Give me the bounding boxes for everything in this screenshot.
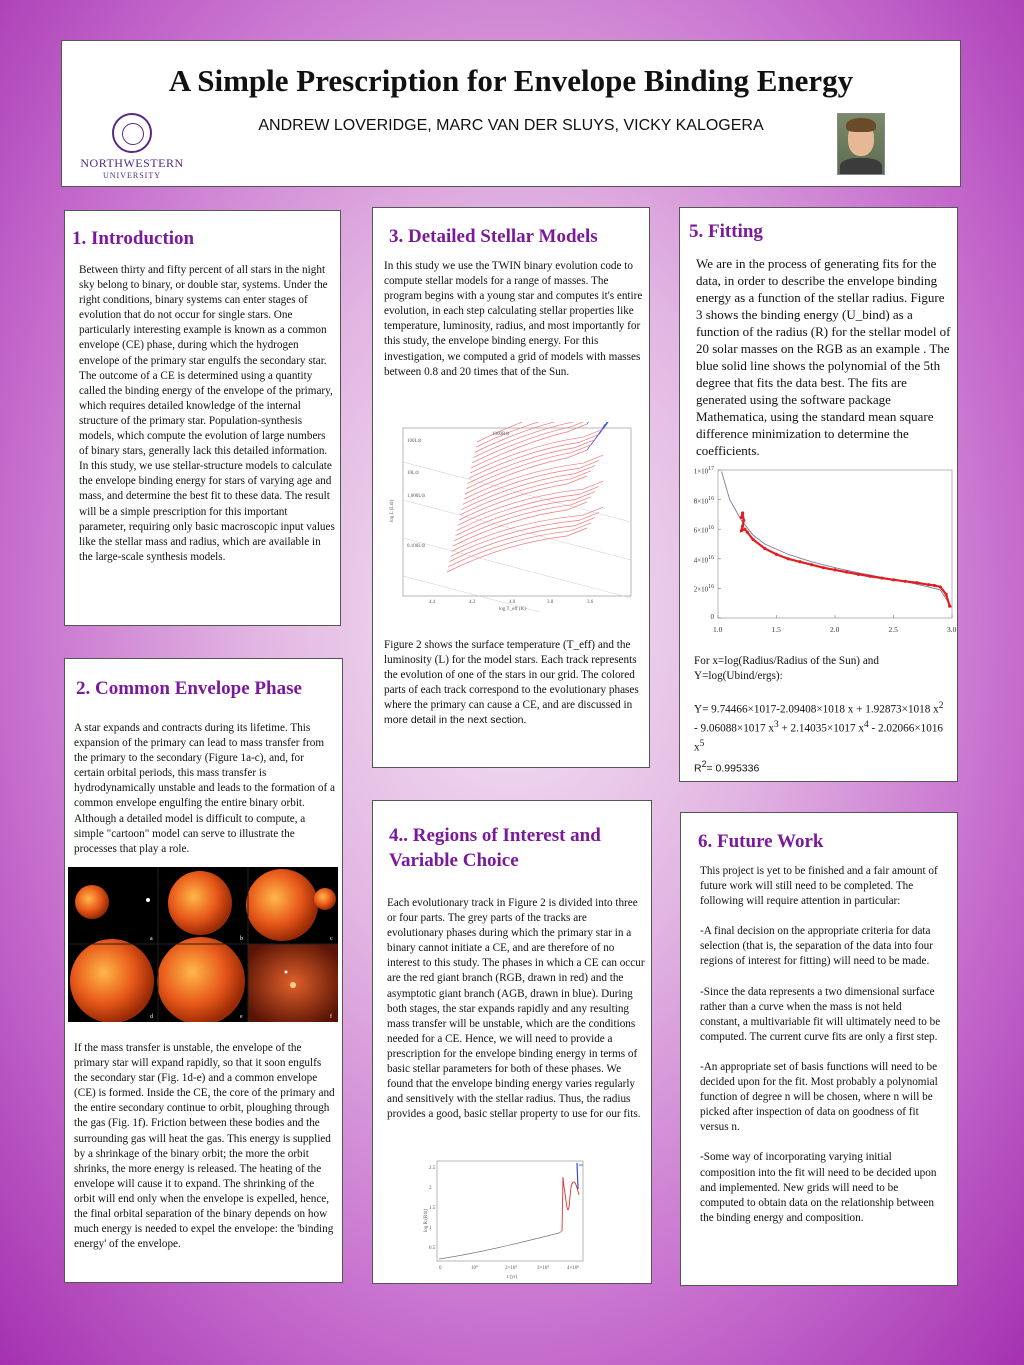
stellar-models-panel: [372, 207, 650, 768]
future-work-item-2: -Since the data represents a two dimensional surface rather than a curve when the mass is not held constant, a multivariable fit will ultimately need to be computed. The current curve fits are only a first step.: [700, 985, 941, 1043]
hr-radius-line: [403, 538, 631, 598]
plot-y-tick: 2.5: [429, 1166, 436, 1171]
fit-polynomial-line: [722, 471, 952, 607]
stellar-models-text: In this study we use the TWIN binary evolution code to compute stellar models for a range of masses. The program begins with a young star and computes it's entire evolution, in each step calculating stellar properties like temperature, luminosity, radius, and most importantly for this study, the envelope binding energy. For this investigation, we computed a grid of models with masses between 0.8 and 20 times that of the Sun.: [384, 260, 643, 378]
regions-text: Each evolutionary track in Figure 2 is divided into three or four parts. The grey parts of the tracks are evolutionary phases during which the primary star in a binary cannot initiate a CE, and are therefore of no interest to this study. The phases in which a CE can occur are the red giant branch (RGB, drawn in red) and the asymptotic giant branch (AGB, drawn in blue). During both stages, the star expands rapidly and any resulting mass transfer will be unstable, which are the conditions needed for a CE. Hence, we will need to provide a prescription for the envelope binding energy in terms of basic stellar parameters for both of these phases. We found that the envelope binding energy varies regularly and sensitively with the stellar radius. Thus, the radius provides a good, basic stellar property to use for our fits.: [387, 897, 645, 1121]
common-envelope-illustration: [68, 867, 338, 1022]
hr-track-rgb: [465, 450, 587, 494]
future-work-item-3: -An appropriate set of basis functions will need to be decided upon for the fit. Most probably a polynomial function of degree n will be chosen, where n will be picked after inspection of data on goodness of fit versus n.: [700, 1060, 938, 1134]
fit-y-tick-label: 0: [710, 613, 714, 621]
binding-energy-chart: [680, 466, 958, 638]
future-work-panel: [680, 812, 958, 1286]
panel-label-e: e: [240, 1014, 243, 1020]
hr-track-agb: [595, 422, 613, 440]
fit-y-tick-label: $2\times 10^{16}$: [693, 584, 714, 594]
future-work-intro: This project is yet to be finished and a fair amount of future work will still need to be completed. The following will require attention in particular:: [700, 865, 938, 908]
fit-y-tick-label: $4\times 10^{16}$: [693, 554, 714, 565]
hr-x-tick: 4.0: [509, 600, 516, 605]
fit-y-tick-label: $6\times 10^{16}$: [693, 525, 714, 535]
fitting-text: We are in the process of generating fits for the data, in order to describe the envelope binding energy as a function of the stellar radius. Figure 3 shows the binding energy (U_bind) as a function of the radius (R) for the stellar model of 20 solar masses on the RGB as an example . The blue solid line shows the polynomial of the 5th degree that fits the data best. The fits are generated using the software package Mathematica, using the standard mean square difference minimization to determine the coefficients.: [696, 256, 951, 458]
author-list: ANDREW LOVERIDGE, MARC VAN DER SLUYS, VICKY KALOGERA: [258, 117, 764, 134]
fit-x-tick-label: 2.5: [888, 625, 898, 634]
fit-x-tick-label: 2.0: [830, 625, 840, 634]
fit-r-squared: $R^2= 0.995336$: [694, 759, 760, 775]
fit-x-tick-label: 3.0: [947, 625, 957, 634]
hr-track-agb: [587, 422, 605, 424]
fit-x-tick-label: 1.5: [771, 625, 781, 634]
title-banner: [61, 40, 961, 187]
plot-y-axis-label: log R (R⊙): [424, 1208, 429, 1232]
hr-diagram: [387, 422, 637, 612]
panel-label-b: b: [240, 936, 243, 942]
hr-label-1000L: 1,000L⊙: [407, 494, 426, 499]
future-work-text: [700, 864, 944, 1226]
fit-data-curve: [741, 513, 949, 606]
hr-x-tick: 3.6: [587, 600, 594, 605]
plot-x-tick: 3×10⁹: [537, 1266, 550, 1271]
hr-label-0100L: 0.100L⊙: [407, 544, 426, 549]
common-envelope-text-2: If the mass transfer is unstable, the envelope of the primary star will expand rapidly, so that it soon engulfs the secondary star (Fig. 1d-e) and a common envelope (CE) is formed. Inside the CE, the core of the primary and the entire secondary continue to orbit, ploughing through the gas (Fig. 1f). Friction between these bodies and the surrounding gas will heat the gas. This energy is supplied by a shrinkage of the binary orbit; the more the orbit shrinks, the more energy is released. The heating of the envelope will cause it to expand. The shrinking of the orbit will end only when the envelope is expelled, hence, the final orbital separation of the binary depends on how much energy is needed to expel the envelope: the 'binding energy' of the envelope.: [74, 1042, 335, 1251]
panel-label-a: a: [150, 936, 153, 942]
plot-y-tick: 1.5: [429, 1206, 436, 1211]
fit-variable-definition: For x=log(Radius/Radius of the Sun) and Y=log(Ubind/ergs):: [694, 655, 879, 683]
plot-y-tick: 2: [429, 1186, 432, 1191]
plot-x-tick: 2×10⁹: [505, 1266, 518, 1271]
common-envelope-panel: [64, 658, 343, 1283]
figure-2-caption: [384, 638, 644, 729]
figure-2-caption-end: more detail in the next section.: [384, 714, 527, 727]
hr-label-100L: 100L⊙: [407, 439, 422, 444]
plot-x-tick: 10⁹: [471, 1266, 478, 1271]
hr-x-tick: 3.8: [547, 600, 554, 605]
future-work-item-4: -Some way of incorporating varying initial composition into the fit will need to be decided upon and implemented. New grids will need to be computed to obtain data on the relationship between the binding energy and composition.: [700, 1151, 937, 1224]
hr-x-tick: 4.4: [429, 600, 436, 605]
university-name: NORTHWESTERN: [80, 156, 184, 170]
plot-y-tick: 1: [429, 1226, 432, 1231]
author-photo: [837, 113, 885, 175]
hr-x-tick: 4.2: [469, 600, 476, 605]
fit-equation: Y= 9.74466×1017-2.09408×1018 x + 1.92873×1018 $x^2 - 9.06088\times 1017$ $x^3 + 2.14035\times 1017$ $x^4 - 2.02066\times 1016$ $x^5$: [694, 701, 944, 754]
fit-y-tick-label: $8\times 10^{16}$: [693, 495, 714, 505]
fit-chart-svg: [680, 466, 958, 638]
poster-title: A Simple Prescription for Envelope Binding Energy: [168, 63, 854, 98]
fit-x-tick-label: 1.0: [713, 625, 723, 634]
hr-track-rgb: [459, 476, 587, 520]
university-seal-icon: [112, 113, 152, 153]
panel-label-f: f: [330, 1014, 332, 1020]
introduction-panel: [64, 210, 341, 626]
hr-label-10L: 10L⊙: [407, 471, 420, 476]
university-logo: [76, 113, 188, 183]
plot-x-tick: 4×10⁹: [567, 1266, 580, 1271]
future-work-item-1: -A final decision on the appropriate criteria for data selection (that is, the separation of the data into four regions of interest for fitting) will need to be made.: [700, 925, 933, 968]
regions-heading: 4.. Regions of Interest and Variable Choice: [389, 825, 601, 871]
hr-x-axis-label: log T_eff (K): [499, 607, 526, 612]
future-work-heading: 6. Future Work: [698, 831, 824, 852]
figure-2-caption-main: Figure 2 shows the surface temperature (T_eff) and the luminosity (L) for the model stars. Each track represents the evolution of one of the stars in our grid. The colored parts of each track correspond to the evolutionary phases where the primary can cause a CE, and are discussed in: [384, 639, 639, 712]
university-subtitle: UNIVERSITY: [103, 171, 161, 180]
panel-label-d: d: [150, 1014, 153, 1020]
common-envelope-heading: 2. Common Envelope Phase: [76, 678, 302, 699]
hr-y-axis-label: log L (L⊙): [390, 499, 395, 522]
stellar-models-heading: 3. Detailed Stellar Models: [389, 226, 598, 247]
common-envelope-text: A star expands and contracts during its lifetime. This expansion of the primary can lead to mass transfer from the primary to the secondary (Figure 1a-c), and, for certain orbital periods, this mass transfer is hydrodynamically unstable and leads to the formation of a common envelope engulfing the entire binary orbit. Although a detailed model is difficult to compute, a simple "cartoon" model can serve to illustrate the processes that play a role.: [74, 722, 335, 855]
plot-y-tick: 0.5: [429, 1246, 436, 1251]
panel-label-c: c: [330, 936, 333, 942]
plot-x-axis-label: t (yr): [507, 1275, 518, 1279]
introduction-text: Between thirty and fifty percent of all stars in the night sky belong to binary, or double star, systems. Under the right conditions, binary systems can enter stages of evolution that do not occur for single stars. One particularly interesting example is known as a common envelope (CE) phase, during which the hydrogen envelope of the primary star engulfs the secondary star. The outcome of a CE is determined using a quantity called the binding energy of the envelope of the primary, which requires detailed knowledge of the internal structure of the primary star. Population-synthesis models, which compute the evolution of large numbers of binary stars, generally lack this detailed information. In this study, we use stellar-structure models to calculate the envelope binding energy for stars of varying age and mass, and determine the best fit to these data. The result will be a simple prescription for this important parameter, requiring only basic macroscopic input values like the stellar mass and radius, which are available in the large-scale synthesis models.: [79, 264, 335, 563]
fitting-heading: 5. Fitting: [689, 221, 763, 242]
fit-plot-frame: [718, 470, 952, 618]
plot-x-tick: 0: [439, 1266, 442, 1271]
regions-panel: [372, 800, 652, 1284]
radius-vs-time-plot: [419, 1157, 587, 1279]
fitting-panel: [679, 207, 958, 782]
hr-radius-line: [403, 500, 631, 560]
fit-y-tick-label: $1\times 10^{17}$: [693, 466, 714, 476]
introduction-heading: 1. Introduction: [72, 228, 195, 249]
hr-label-1000R: 1000R⊙: [492, 432, 510, 437]
